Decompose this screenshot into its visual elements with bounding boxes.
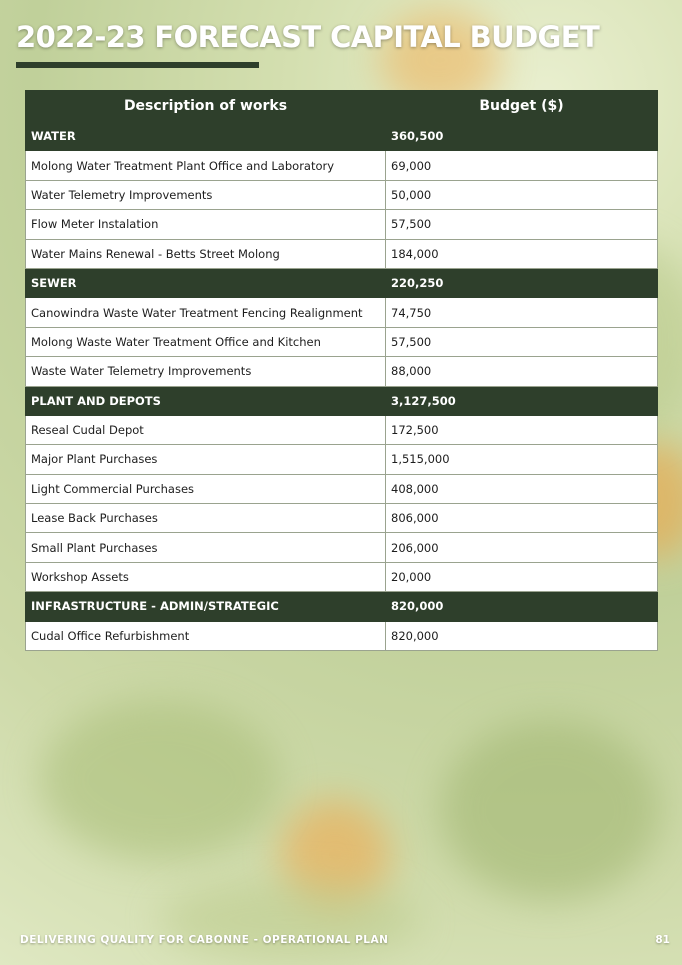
description-cell: Water Telemetry Improvements [26,180,386,209]
description-cell: Flow Meter Instalation [26,210,386,239]
table-row [26,357,658,386]
description-cell: Molong Water Treatment Plant Office and Laboratory [26,151,386,180]
footer-text: DELIVERING QUALITY FOR CABONNE - OPERATIONAL PLAN [20,934,389,946]
budget-cell: 1,515,000 [386,445,658,474]
header-budget: Budget ($) [386,91,658,122]
description-cell: Lease Back Purchases [26,504,386,533]
budget-cell: 74,750 [386,298,658,327]
table-row [26,621,658,650]
budget-cell: 172,500 [386,415,658,444]
budget-cell: 69,000 [386,151,658,180]
budget-cell: 820,000 [386,621,658,650]
description-cell: Workshop Assets [26,562,386,591]
table-body [26,122,658,651]
description-cell: Cudal Office Refurbishment [26,621,386,650]
table-row [26,180,658,209]
background-blur [40,700,280,860]
page-number: 81 [655,934,670,946]
description-cell: Small Plant Purchases [26,533,386,562]
budget-cell: 20,000 [386,562,658,591]
description-cell: Canowindra Waste Water Treatment Fencing Realignment [26,298,386,327]
table-row [26,533,658,562]
description-cell: Major Plant Purchases [26,445,386,474]
description-cell: SEWER [26,268,386,297]
header-description: Description of works [26,91,386,122]
budget-cell: 206,000 [386,533,658,562]
table-header-row [26,91,658,122]
description-cell: WATER [26,122,386,151]
table-row [26,298,658,327]
table-row [26,151,658,180]
description-cell: PLANT AND DEPOTS [26,386,386,415]
budget-cell: 806,000 [386,504,658,533]
background-blur [440,720,660,900]
budget-cell: 50,000 [386,180,658,209]
budget-cell: 220,250 [386,268,658,297]
description-cell: Waste Water Telemetry Improvements [26,357,386,386]
budget-cell: 3,127,500 [386,386,658,415]
budget-cell: 408,000 [386,474,658,503]
table-section-row [26,592,658,621]
background-blur [160,880,420,960]
budget-cell: 360,500 [386,122,658,151]
table-section-row [26,122,658,151]
page-title: 2022-23 FORECAST CAPITAL BUDGET [16,20,600,54]
description-cell: Water Mains Renewal - Betts Street Molong [26,239,386,268]
budget-table [25,90,658,651]
title-underline [16,62,259,68]
table-row [26,239,658,268]
budget-cell: 57,500 [386,210,658,239]
table-row [26,327,658,356]
table-section-row [26,268,658,297]
budget-cell: 57,500 [386,327,658,356]
description-cell: Light Commercial Purchases [26,474,386,503]
table-row [26,504,658,533]
description-cell: Reseal Cudal Depot [26,415,386,444]
table-row [26,445,658,474]
description-cell: Molong Waste Water Treatment Office and Kitchen [26,327,386,356]
table-row [26,210,658,239]
budget-cell: 184,000 [386,239,658,268]
table-row [26,562,658,591]
table-section-row [26,386,658,415]
description-cell: INFRASTRUCTURE - ADMIN/STRATEGIC [26,592,386,621]
table-row [26,415,658,444]
table-row [26,474,658,503]
budget-cell: 88,000 [386,357,658,386]
budget-cell: 820,000 [386,592,658,621]
